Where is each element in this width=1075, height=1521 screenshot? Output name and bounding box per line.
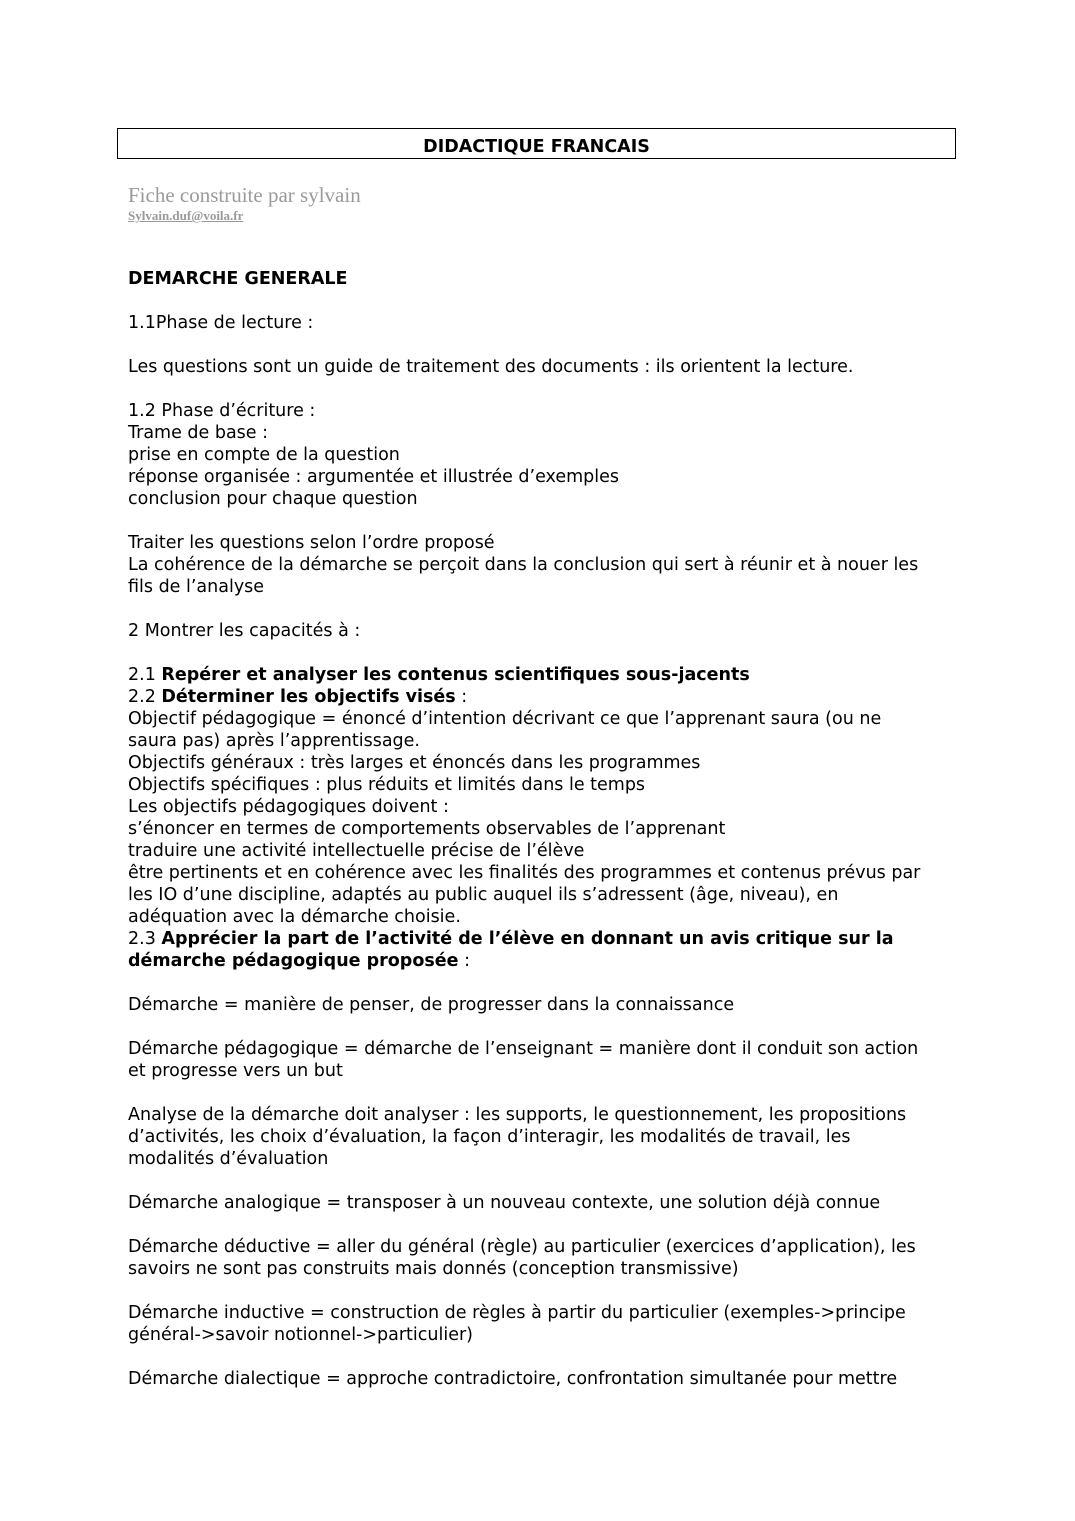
analyse-demarche-text: modalités d’évaluation [128, 1149, 329, 1169]
capacite-2-2: 2.2 Déterminer les objectifs visés : [128, 687, 468, 707]
phase-ecriture-heading: 1.2 Phase d’écriture : [128, 401, 316, 421]
demarche-inductive-text: Démarche inductive = construction de règles à partir du particulier (exemples->principe [128, 1303, 906, 1323]
document-body [128, 268, 953, 1390]
phase-lecture-heading: 1.1Phase de lecture : [128, 313, 314, 333]
demarche-deductive-text: Démarche déductive = aller du général (règle) au particulier (exercices d’application), les [128, 1237, 916, 1257]
credit-author: Fiche construite par sylvain [128, 183, 361, 207]
phase-lecture-text: Les questions sont un guide de traitement des documents : ils orientent la lecture. [128, 357, 854, 377]
credit-block [128, 182, 361, 224]
capacite-2-3: 2.3 Apprécier la part de l’activité de l’élève en donnant un avis critique sur la [128, 929, 894, 949]
objectif-pedagogique-text: saura pas) après l’apprentissage. [128, 731, 420, 751]
objectif-pedagogique-text: Objectif pédagogique = énoncé d’intention décrivant ce que l’apprenant saura (ou ne [128, 709, 882, 729]
trame-label: Trame de base : [128, 423, 269, 443]
capacite-2-3-cont: démarche pédagogique proposée : [128, 951, 470, 971]
coherence-text: La cohérence de la démarche se perçoit dans la conclusion qui sert à réunir et à nouer les [128, 555, 919, 575]
demarche-analogique-text: Démarche analogique = transposer à un nouveau contexte, une solution déjà connue [128, 1193, 881, 1213]
demarche-dialectique-text: Démarche dialectique = approche contradictoire, confrontation simultanée pour mettre [128, 1369, 898, 1389]
demarche-definition: Démarche = manière de penser, de progresser dans la connaissance [128, 995, 735, 1015]
objectifs-list-item: traduire une activité intellectuelle précise de l’élève [128, 841, 585, 861]
objectifs-list-item: être pertinents et en cohérence avec les finalités des programmes et contenus prévus par [128, 863, 921, 883]
demarche-pedagogique-text: Démarche pédagogique = démarche de l’enseignant = manière dont il conduit son action [128, 1039, 919, 1059]
capacites-heading: 2 Montrer les capacités à : [128, 621, 361, 641]
demarche-pedagogique-text: et progresse vers un but [128, 1061, 343, 1081]
analyse-demarche-text: Analyse de la démarche doit analyser : les supports, le questionnement, les propositions [128, 1105, 907, 1125]
capacite-2-1: 2.1 Repérer et analyser les contenus scientifiques sous-jacents [128, 665, 750, 685]
coherence-text: fils de l’analyse [128, 577, 265, 597]
section-heading: DEMARCHE GENERALE [128, 269, 348, 289]
demarche-inductive-text: général->savoir notionnel->particulier) [128, 1325, 474, 1345]
objectifs-list-item: les IO d’une discipline, adaptés au public auquel ils s’adressent (âge, niveau), en [128, 885, 839, 905]
analyse-demarche-text: d’activités, les choix d’évaluation, la façon d’interagir, les modalités de travail, les [128, 1127, 851, 1147]
objectifs-generaux-text: Objectifs généraux : très larges et énoncés dans les programmes [128, 753, 701, 773]
credit-email-link[interactable]: Sylvain.duf@voila.fr [128, 208, 244, 223]
document-title: DIDACTIQUE FRANCAIS [117, 128, 956, 159]
traiter-text: Traiter les questions selon l’ordre proposé [128, 533, 495, 553]
objectifs-doivent-text: Les objectifs pédagogiques doivent : [128, 797, 449, 817]
objectifs-specifiques-text: Objectifs spécifiques : plus réduits et limités dans le temps [128, 775, 646, 795]
objectifs-list-item: s’énoncer en termes de comportements observables de l’apprenant [128, 819, 726, 839]
trame-item: prise en compte de la question [128, 445, 400, 465]
objectifs-list-item: adéquation avec la démarche choisie. [128, 907, 461, 927]
trame-item: réponse organisée : argumentée et illustrée d’exemples [128, 467, 620, 487]
demarche-deductive-text: savoirs ne sont pas construits mais donnés (conception transmissive) [128, 1259, 739, 1279]
trame-item: conclusion pour chaque question [128, 489, 418, 509]
